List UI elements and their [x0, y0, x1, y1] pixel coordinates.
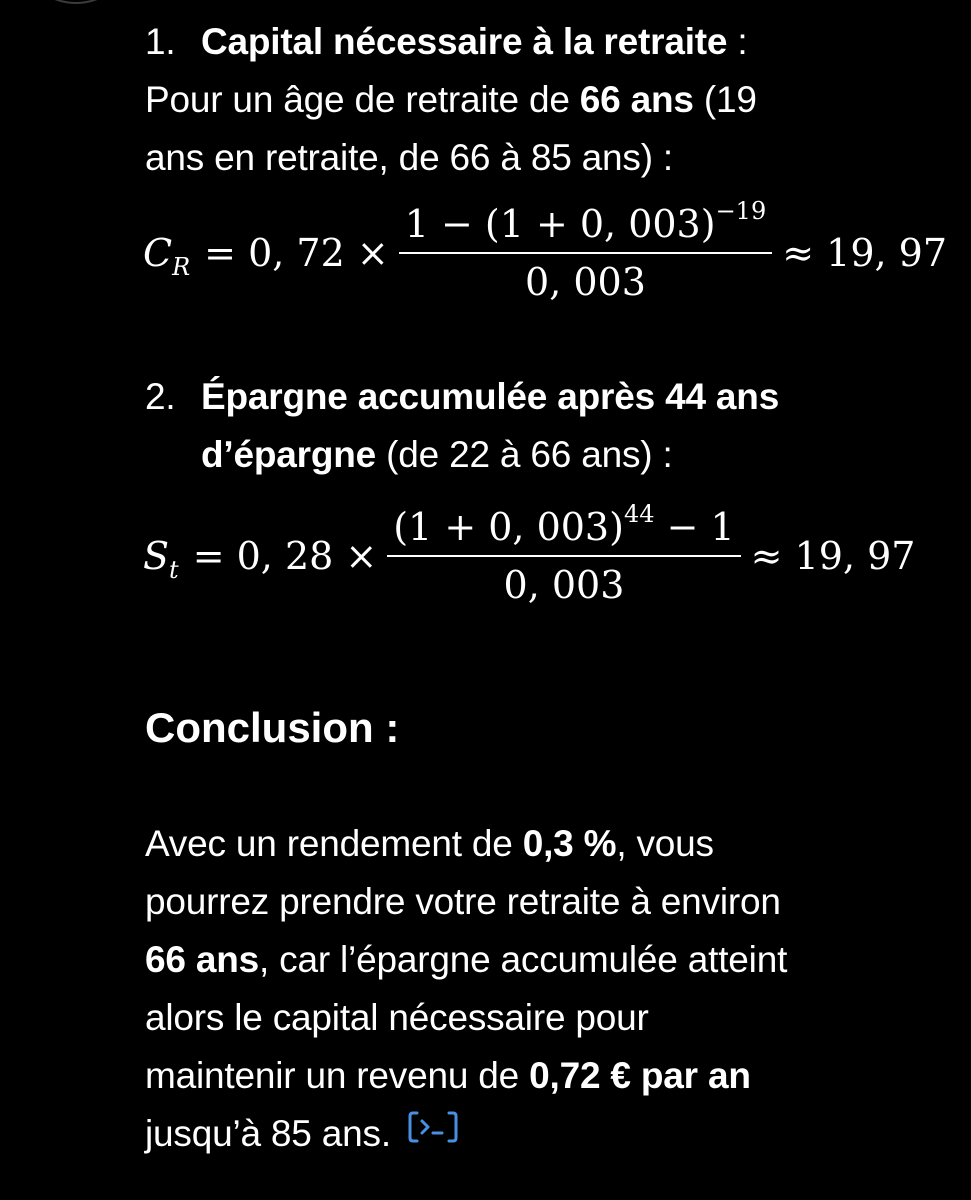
formula1-result: ≈ 19, 97 [782, 231, 948, 275]
conclusion-rate: 0,3 % [522, 823, 617, 864]
formula1-numerator [399, 197, 773, 254]
formula2-numerator [387, 500, 740, 557]
conclusion-income: 0,72 € par an [529, 1055, 751, 1096]
item2-suffix: (de 22 à 66 ans) : [376, 434, 673, 475]
conclusion-p3: , car l’épargne accumulée atteint [259, 939, 788, 980]
item1-title: Capital nécessaire à la retraite [201, 21, 728, 62]
formula1-denominator: 0, 003 [525, 260, 646, 304]
formula2-coef: = 0, 28 × [192, 534, 378, 578]
formula2-result: ≈ 19, 97 [750, 534, 916, 578]
conclusion-line4: alors le capital nécessaire pour [145, 997, 649, 1038]
list-item-1 [145, 13, 945, 71]
formula2-numerator-text: (1 + 0, 003) [393, 505, 624, 549]
list-number-2: 2. [145, 376, 176, 417]
formula2-fraction [387, 500, 740, 607]
formula1-fraction [399, 197, 773, 304]
item1-desc-post: (19 [693, 79, 757, 120]
code-interpreter-icon[interactable] [407, 1104, 459, 1162]
item1-desc-line2: ans en retraite, de 66 à 85 ans) : [145, 137, 673, 178]
conclusion-p1: Avec un rendement de [145, 823, 523, 864]
conclusion-p2: , vous [616, 823, 714, 864]
item1-desc-bold: 66 ans [579, 79, 694, 120]
conclusion-line2: pourrez prendre votre retraite à environ [145, 881, 781, 922]
formula1-numerator-text: 1 − (1 + 0, 003) [404, 202, 716, 246]
conclusion-paragraph [145, 815, 935, 1165]
conclusion-p4: maintenir un revenu de [145, 1055, 530, 1096]
conclusion-age: 66 ans [145, 939, 259, 980]
formula1-exponent: −19 [715, 197, 767, 225]
item1-desc-pre: Pour un âge de retraite de [145, 79, 580, 120]
item2-title-line2: d’épargne [201, 434, 377, 475]
item2-title-line1: Épargne accumulée après 44 ans [201, 376, 780, 417]
list-item-2 [145, 368, 945, 484]
formula1-coef: = 0, 72 × [204, 231, 389, 275]
formula-savings [143, 500, 916, 607]
item1-title-suffix: : [727, 21, 748, 62]
formula2-var: S [143, 534, 170, 578]
formula2-numerator-tail: − 1 [654, 505, 735, 549]
conclusion-heading: Conclusion : [145, 704, 400, 751]
conclusion-line6: jusqu’à 85 ans. [145, 1113, 391, 1154]
avatar-edge [36, 0, 116, 4]
formula-capital [143, 197, 948, 304]
formula2-sub: t [169, 556, 179, 584]
formula2-exponent: 44 [623, 500, 655, 528]
list-number-1: 1. [145, 21, 176, 62]
item1-description [145, 71, 925, 187]
formula2-denominator: 0, 003 [503, 563, 625, 607]
formula1-sub: R [172, 253, 191, 281]
formula1-var: C [143, 231, 173, 275]
